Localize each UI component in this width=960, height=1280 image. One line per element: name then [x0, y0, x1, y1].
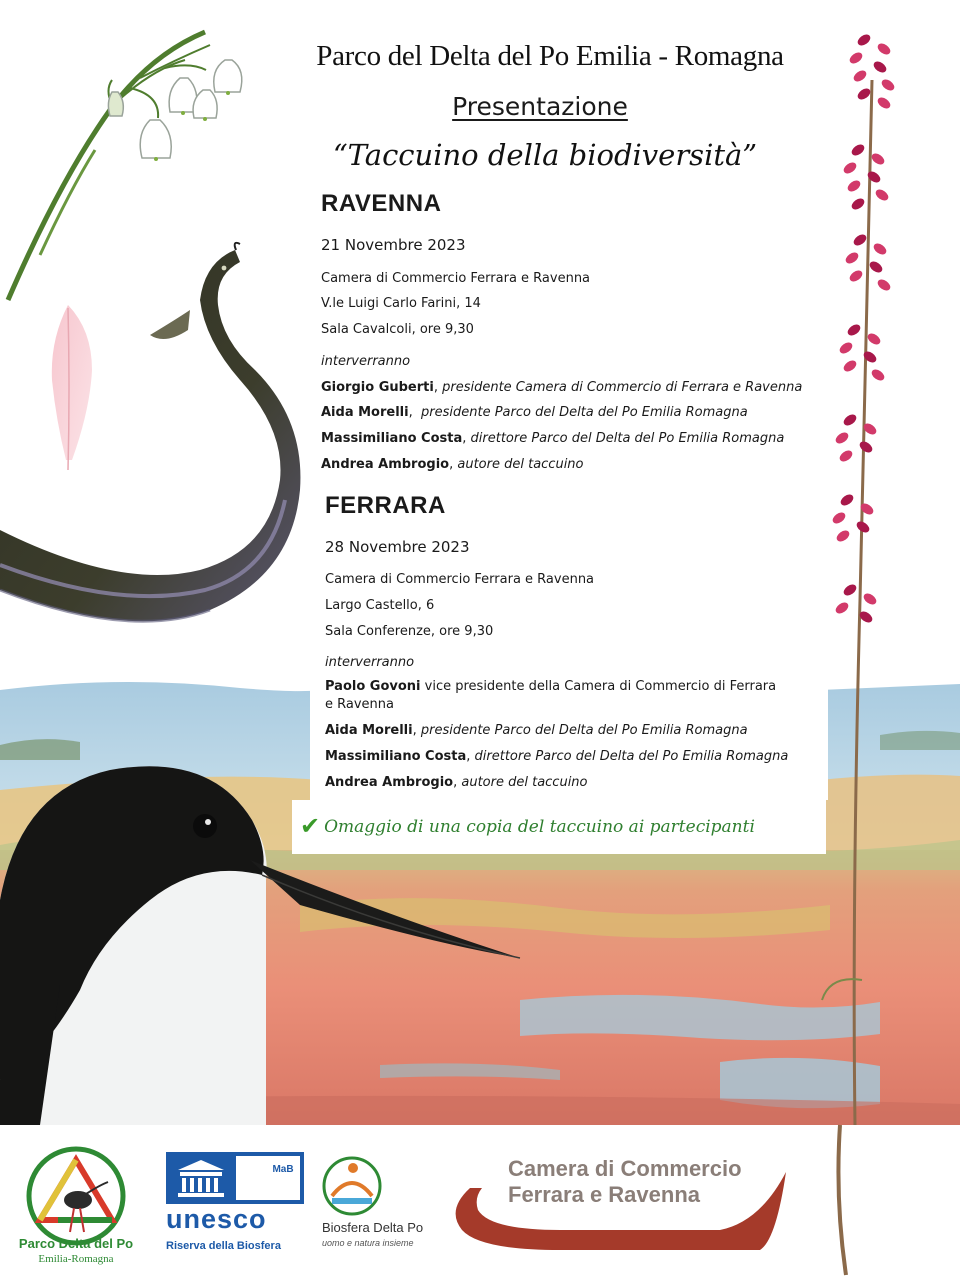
knotweed-bud	[876, 95, 893, 110]
ferrara-speaker	[325, 723, 748, 738]
speaker-separator: ,	[449, 457, 458, 472]
snowflake-flower	[8, 32, 210, 300]
speaker-role: presidente Parco del Delta del Po Emilia Romagna	[421, 405, 748, 420]
knotweed-bud	[852, 232, 869, 247]
speaker-name: Massimiliano Costa	[321, 431, 463, 446]
biosfera-name: Biosfera Delta Po	[322, 1220, 424, 1235]
knotweed-bud	[846, 178, 863, 193]
ravenna-speakers-intro: interverranno	[321, 354, 411, 369]
knotweed-bud	[835, 528, 852, 543]
knotweed-bud	[834, 600, 851, 615]
knotweed-buds	[831, 32, 897, 624]
ferrara-speaker-role-continued: e Ravenna	[325, 697, 394, 712]
knotweed-bud	[850, 142, 867, 157]
ferrara-heading: FERRARA	[325, 492, 446, 519]
gift-note	[300, 812, 755, 840]
speaker-name: Andrea Ambrogio	[321, 457, 450, 472]
ferrara-room: Sala Conferenze, ore 9,30	[325, 624, 494, 639]
ferrara-speaker	[325, 775, 588, 790]
knotweed-bud	[850, 196, 867, 211]
speaker-separator: ,	[453, 775, 462, 790]
presentation-subtitle: Presentazione	[452, 92, 628, 121]
unesco-wordmark: unesco	[166, 1204, 267, 1234]
speaker-name: Aida Morelli	[325, 723, 413, 738]
knotweed-bud	[862, 591, 879, 606]
knotweed-bud	[870, 367, 887, 382]
book-title: “Taccuino della biodiversità”	[332, 138, 758, 172]
knotweed-bud	[831, 510, 848, 525]
ravenna-speaker	[321, 431, 784, 446]
knotweed-bud	[848, 50, 865, 65]
unesco-logo	[166, 1152, 304, 1204]
knotweed-bud	[842, 358, 859, 373]
knotweed-bud	[866, 331, 883, 346]
speaker-separator: ,	[462, 431, 471, 446]
checkmark-icon: ✔	[300, 812, 321, 840]
speaker-role: presidente Camera di Commercio di Ferrara e Ravenna	[442, 380, 803, 395]
speaker-name: Massimiliano Costa	[325, 749, 467, 764]
knotweed-bud	[876, 41, 893, 56]
knotweed-bud	[852, 68, 869, 83]
mab-label: MaB	[272, 1164, 294, 1175]
speaker-name: Giorgio Guberti	[321, 380, 434, 395]
pink-feather	[52, 305, 92, 470]
speaker-separator: ,	[466, 749, 475, 764]
knotweed-bud	[844, 250, 861, 265]
ferrara-speaker	[325, 679, 776, 694]
speaker-role: autore del taccuino	[457, 457, 584, 472]
gift-note-text: Omaggio di una copia del taccuino ai partecipanti	[324, 817, 755, 837]
speaker-role: autore del taccuino	[461, 775, 588, 790]
speaker-role: direttore Parco del Delta del Po Emilia Romagna	[470, 431, 785, 446]
chamber-name-line2: Ferrara e Ravenna	[508, 1182, 700, 1207]
speaker-name: Aida Morelli	[321, 405, 409, 420]
ravenna-speaker	[321, 380, 802, 395]
knotweed-bud	[842, 412, 859, 427]
ravenna-room: Sala Cavalcoli, ore 9,30	[321, 322, 474, 337]
ravenna-venue: Camera di Commercio Ferrara e Ravenna	[321, 271, 591, 286]
ravenna-heading: RAVENNA	[321, 190, 442, 217]
knotweed-bud	[839, 492, 856, 507]
knotweed-bud	[834, 430, 851, 445]
speaker-separator: ,	[408, 405, 421, 420]
knotweed-bud	[872, 59, 889, 74]
biosfera-tagline: uomo e natura insieme	[322, 1238, 414, 1248]
ravenna-speaker	[321, 457, 584, 472]
ravenna-date: 21 Novembre 2023	[321, 236, 466, 254]
speaker-separator: ,	[433, 380, 443, 395]
ferrara-speaker	[325, 749, 788, 764]
speaker-name: Andrea Ambrogio	[325, 775, 454, 790]
ferrara-date: 28 Novembre 2023	[325, 538, 470, 556]
knotweed-bud	[858, 439, 875, 454]
knotweed-bud	[874, 187, 891, 202]
chamber-name-line1: Camera di Commercio	[508, 1156, 742, 1181]
park-logo-name: Parco Delta del Po	[18, 1236, 134, 1251]
eel-illustration	[0, 243, 300, 621]
speaker-role: presidente Parco del Delta del Po Emilia Romagna	[420, 723, 748, 738]
speaker-separator: ,	[412, 723, 421, 738]
speaker-role: direttore Parco del Delta del Po Emilia Romagna	[474, 749, 789, 764]
ravenna-address: V.le Luigi Carlo Farini, 14	[321, 296, 481, 311]
biosfera-logo	[324, 1158, 380, 1214]
park-logo	[29, 1149, 123, 1243]
park-title: Parco del Delta del Po Emilia - Romagna	[316, 40, 784, 72]
knotweed-bud	[848, 268, 865, 283]
knotweed-bud	[838, 340, 855, 355]
ferrara-address: Largo Castello, 6	[325, 598, 435, 613]
knotweed-bud	[842, 160, 859, 175]
knotweed-bud	[880, 77, 897, 92]
speaker-role: vice presidente della Camera di Commercio di Ferrara	[420, 679, 777, 694]
knotweed-bud	[856, 32, 873, 47]
knotweed-bud	[856, 86, 873, 101]
knotweed-bud	[842, 582, 859, 597]
knotweed-bud	[868, 259, 885, 274]
knotweed-bud	[876, 277, 893, 292]
ferrara-venue: Camera di Commercio Ferrara e Ravenna	[325, 572, 595, 587]
speaker-name: Paolo Govoni	[325, 679, 421, 694]
knotweed-bud	[846, 322, 863, 337]
knotweed-bud	[838, 448, 855, 463]
park-logo-region: Emilia-Romagna	[38, 1253, 114, 1265]
ferrara-speakers-intro: interverranno	[325, 655, 415, 670]
ravenna-speaker	[321, 405, 748, 420]
knotweed-bud	[870, 151, 887, 166]
knotweed-bud	[872, 241, 889, 256]
unesco-caption: Riserva della Biosfera	[166, 1240, 281, 1252]
snowflake-bells	[108, 60, 241, 161]
